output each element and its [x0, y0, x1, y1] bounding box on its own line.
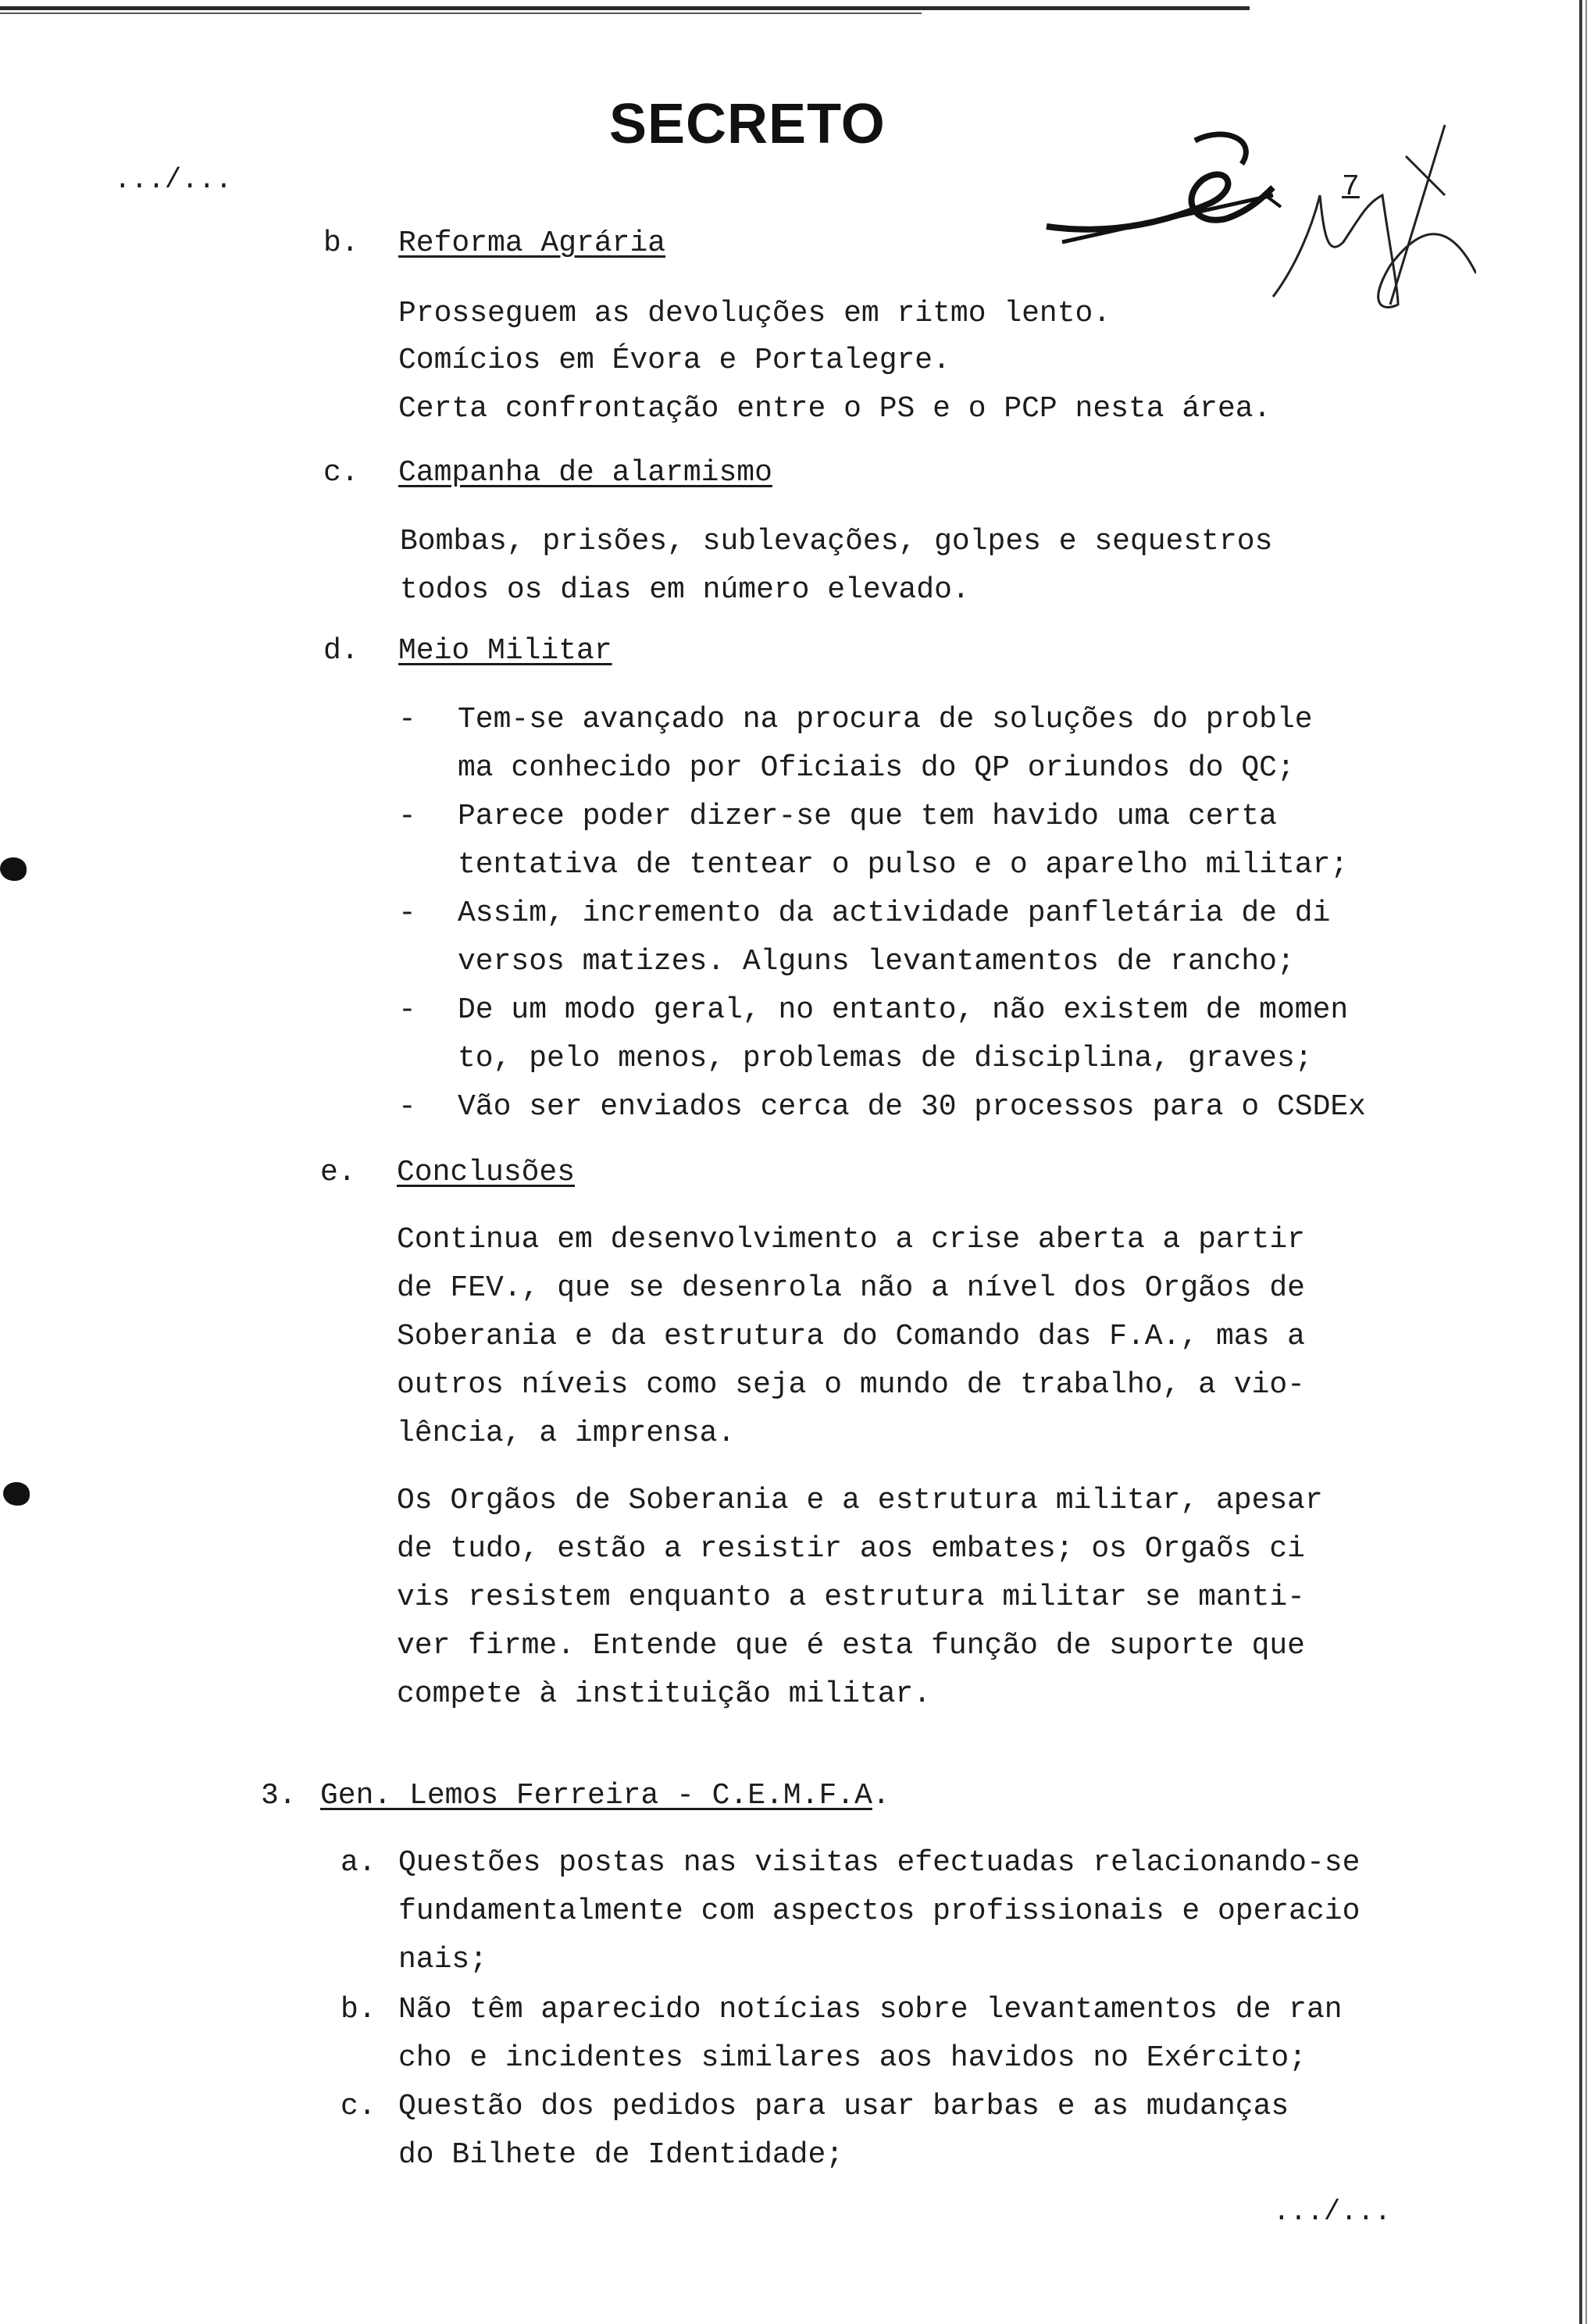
bullet-line: Tem-se avançado na procura de soluções do proble	[458, 703, 1313, 736]
hole-punch-mark	[3, 1482, 30, 1506]
continued-marker-top: .../...	[114, 164, 233, 196]
section-title-reforma-agraria: Reforma Agrária	[398, 226, 666, 260]
subitem-line: nais;	[398, 1943, 488, 1976]
bullet-line: Parece poder dizer-se que tem havido uma certa	[458, 800, 1277, 833]
subitem-line: Não têm aparecido notícias sobre levantamentos de ran	[398, 1993, 1343, 2026]
section-letter-c: c.	[323, 456, 359, 490]
section-letter-b: b.	[323, 226, 359, 260]
subitem-line: Questão dos pedidos para usar barbas e as mudanças	[398, 2090, 1289, 2123]
subitem-letter-a: a.	[341, 1846, 376, 1880]
paragraph-line: Certa confrontação entre o PS e o PCP nesta área.	[398, 392, 1271, 426]
subitem-letter-b: b.	[341, 1993, 376, 2026]
top-border-line	[0, 6, 1250, 10]
bullet-line: Vão ser enviados cerca de 30 processos para o CSDEx	[458, 1090, 1366, 1124]
section-letter-e: e.	[320, 1156, 356, 1189]
bullet-line: De um modo geral, no entanto, não existem de momen	[458, 993, 1349, 1027]
item3-title-suffix: .	[872, 1779, 890, 1813]
section-letter-d: d.	[323, 634, 359, 668]
top-border-line-thin	[0, 12, 922, 14]
right-edge-line	[1579, 0, 1582, 2324]
bullet-dash: -	[398, 800, 416, 833]
item3-title: Gen. Lemos Ferreira - C.E.M.F.A	[320, 1779, 872, 1813]
continued-marker-bottom: .../...	[1273, 2196, 1392, 2228]
paragraph-line: vis resistem enquanto a estrutura militar se manti-	[397, 1581, 1305, 1614]
bullet-dash: -	[398, 896, 416, 930]
bullet-line: ma conhecido por Oficiais do QP oriundos do QC;	[458, 751, 1295, 785]
bullet-line: tentativa de tentear o pulso e o aparelho militar;	[458, 848, 1349, 882]
section-title-meio-militar: Meio Militar	[398, 634, 612, 668]
subitem-line: do Bilhete de Identidade;	[398, 2138, 844, 2172]
section-title-conclusoes: Conclusões	[397, 1156, 576, 1189]
section-title-campanha: Campanha de alarmismo	[398, 456, 772, 490]
paragraph-line: ver firme. Entende que é esta função de suporte que	[397, 1629, 1305, 1663]
subitem-line: fundamentalmente com aspectos profissionais e operacio	[398, 1894, 1361, 1928]
paragraph-line: Bombas, prisões, sublevações, golpes e sequestros	[400, 525, 1273, 558]
paragraph-line: Os Orgãos de Soberania e a estrutura militar, apesar	[397, 1484, 1323, 1517]
paragraph-line: de FEV., que se desenrola não a nível dos Orgãos de	[397, 1271, 1305, 1305]
bullet-line: to, pelo menos, problemas de disciplina, graves;	[458, 1042, 1313, 1075]
bullet-dash: -	[398, 1090, 416, 1124]
paragraph-line: Continua em desenvolvimento a crise aberta a partir	[397, 1223, 1305, 1256]
subitem-letter-c: c.	[341, 2090, 376, 2123]
bullet-dash: -	[398, 993, 416, 1027]
hole-punch-mark	[0, 857, 27, 881]
paragraph-line: outros níveis como seja o mundo de trabalho, a vio-	[397, 1368, 1305, 1402]
bullet-line: Assim, incremento da actividade panfletária de di	[458, 896, 1331, 930]
page-number: 7	[1342, 170, 1360, 204]
subitem-line: Questões postas nas visitas efectuadas relacionando-se	[398, 1846, 1361, 1880]
paragraph-line: todos os dias em número elevado.	[400, 573, 970, 607]
item3-title-wrap	[320, 1779, 890, 1813]
item-number-3: 3.	[261, 1779, 297, 1813]
paragraph-line: compete à instituição militar.	[397, 1677, 932, 1711]
bullet-dash: -	[398, 703, 416, 736]
classification-heading: SECRETO	[609, 93, 886, 155]
paragraph-line: Prosseguem as devoluções em ritmo lento.	[398, 297, 1111, 330]
paragraph-line: Soberania e da estrutura do Comando das F.A., mas a	[397, 1320, 1305, 1353]
bullet-line: versos matizes. Alguns levantamentos de rancho;	[458, 945, 1295, 978]
subitem-line: cho e incidentes similares aos havidos no Exército;	[398, 2041, 1307, 2075]
paragraph-line: lência, a imprensa.	[397, 1417, 736, 1450]
paragraph-line: de tudo, estão a resistir aos embates; os Orgaõs ci	[397, 1532, 1305, 1566]
paragraph-line: Comícios em Évora e Portalegre.	[398, 344, 950, 377]
